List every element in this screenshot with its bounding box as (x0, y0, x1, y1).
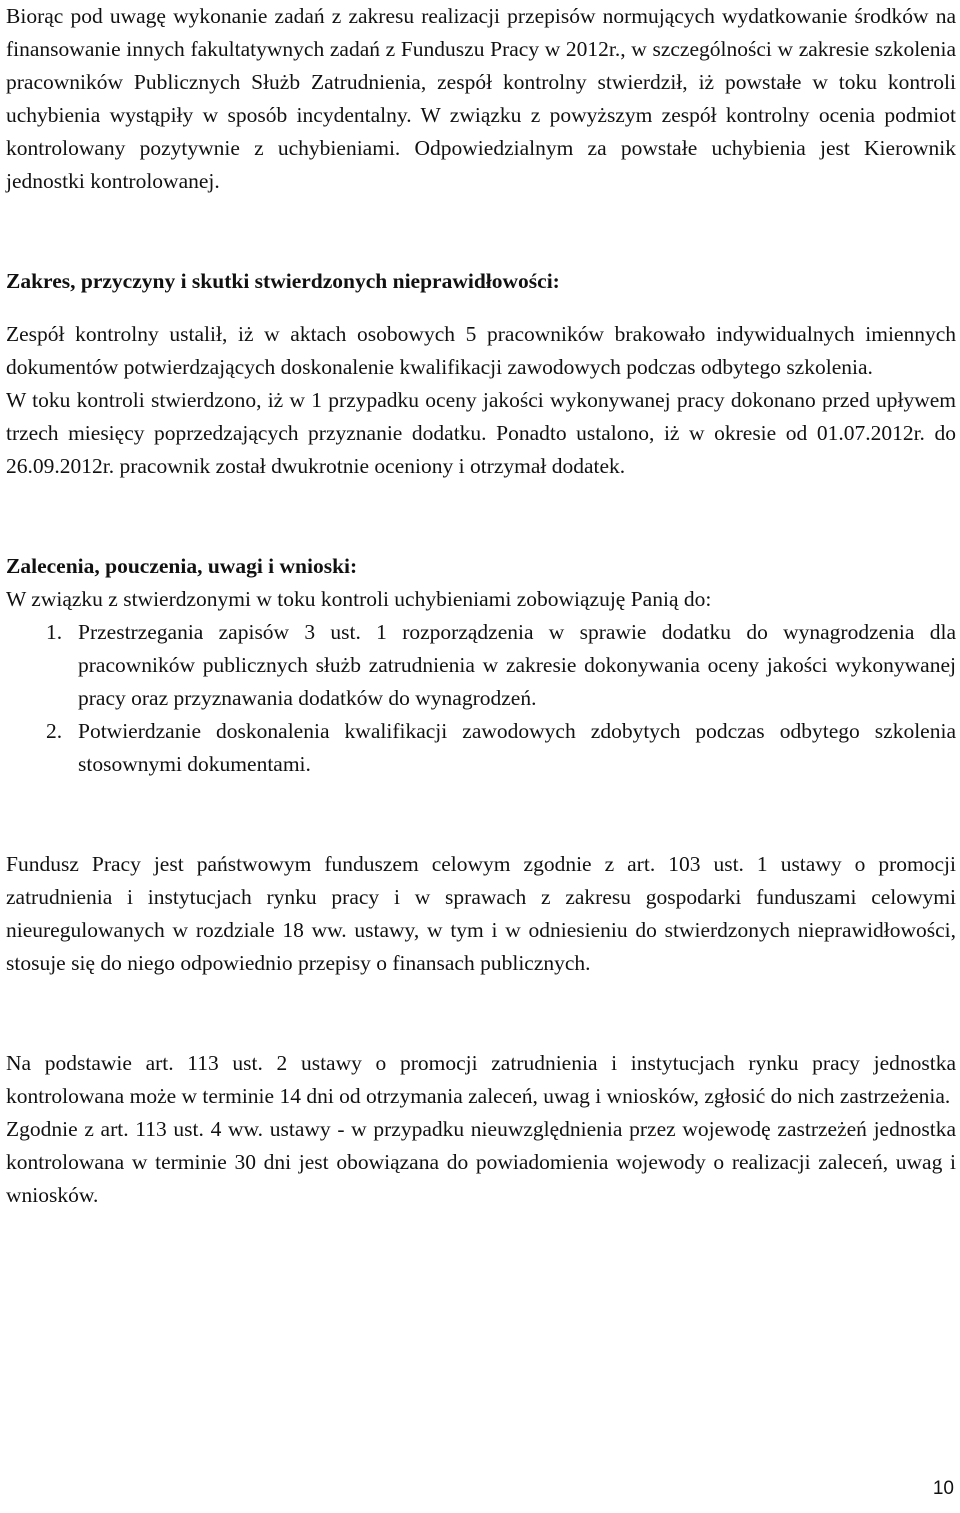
notification-paragraph: Zgodnie z art. 113 ust. 4 ww. ustawy - w przypadku nieuwzględnienia przez wojewodę zastrzeżeń jednostka kontrolowana w terminie 30 dni jest obowiązana do powiadomienia wojewody o realizacji zaleceń, uwag i wniosków. (6, 1117, 956, 1207)
spacer (6, 781, 956, 848)
recommendation-text: Potwierdzanie doskonalenia kwalifikacji zawodowych zdobytych podczas odbytego szkolenia stosownymi dokumentami. (78, 719, 956, 776)
fund-paragraph: Fundusz Pracy jest państwowym funduszem celowym zgodnie z art. 103 ust. 1 ustawy o promocji zatrudnienia i instytucjach rynku pracy i w sprawach z zakresu gospodarki funduszami celowymi nieuregulowanych w rozdziale 18 ww. ustawy, w tym i w odniesieniu do stwierdzonych nieprawidłowości, stosuje się do niego odpowiednio przepisy o finansach publicznych. (6, 852, 956, 975)
spacer (6, 198, 956, 265)
recommendations-heading: Zalecenia, pouczenia, uwagi i wnioski: (6, 554, 358, 578)
findings-heading: Zakres, przyczyny i skutki stwierdzonych nieprawidłowości: (6, 269, 560, 293)
spacer (6, 980, 956, 1047)
recommendation-item-2 (6, 715, 956, 781)
recommendation-number: 2. (46, 719, 63, 743)
objection-paragraph: Na podstawie art. 113 ust. 2 ustawy o promocji zatrudnienia i instytucjach rynku pracy jednostka kontrolowana może w terminie 14 dni od otrzymania zaleceń, uwag i wniosków, zgłosić do nich zastrzeżenia. (6, 1051, 956, 1108)
spacer (6, 483, 956, 550)
document-page (6, 0, 956, 1212)
recommendations-intro: W związku z stwierdzonymi w toku kontroli uchybieniami zobowiązuję Panią do: (6, 587, 712, 611)
recommendation-text: Przestrzegania zapisów 3 ust. 1 rozporządzenia w sprawie dodatku do wynagrodzenia dla pracowników publicznych służb zatrudnienia w zakresie dokonywania oceny jakości wykonywanej pracy oraz przyznawania dodatków do wynagrodzeń. (78, 620, 956, 710)
findings-paragraph-1: Zespół kontrolny ustalił, iż w aktach osobowych 5 pracowników brakowało indywidualnych imiennych dokumentów potwierdzających doskonalenie kwalifikacji zawodowych podczas odbytego szkolenia. (6, 322, 956, 379)
findings-paragraph-2: W toku kontroli stwierdzono, iż w 1 przypadku oceny jakości wykonywanej pracy dokonano przed upływem trzech miesięcy poprzedzających przyznanie dodatku. Ponadto ustalono, iż w okresie od 01.07.2012r. do 26.09.2012r. pracownik został dwukrotnie oceniony i otrzymał dodatek. (6, 388, 956, 478)
spacer (6, 298, 956, 318)
recommendations-list (6, 616, 956, 781)
recommendation-item-1 (6, 616, 956, 715)
recommendation-number: 1. (46, 620, 63, 644)
intro-paragraph: Biorąc pod uwagę wykonanie zadań z zakresu realizacji przepisów normujących wydatkowanie środków na finansowanie innych fakultatywnych zadań z Funduszu Pracy w 2012r., w szczególności w zakresie szkolenia pracowników Publicznych Służb Zatrudnienia, zespół kontrolny stwierdził, iż powstałe w toku kontroli uchybienia wystąpiły w sposób incydentalny. W związku z powyższym zespół kontrolny ocenia podmiot kontrolowany pozytywnie z uchybieniami. Odpowiedzialnym za powstałe uchybienia jest Kierownik jednostki kontrolowanej. (6, 4, 956, 193)
page-number: 10 (932, 1478, 954, 1499)
